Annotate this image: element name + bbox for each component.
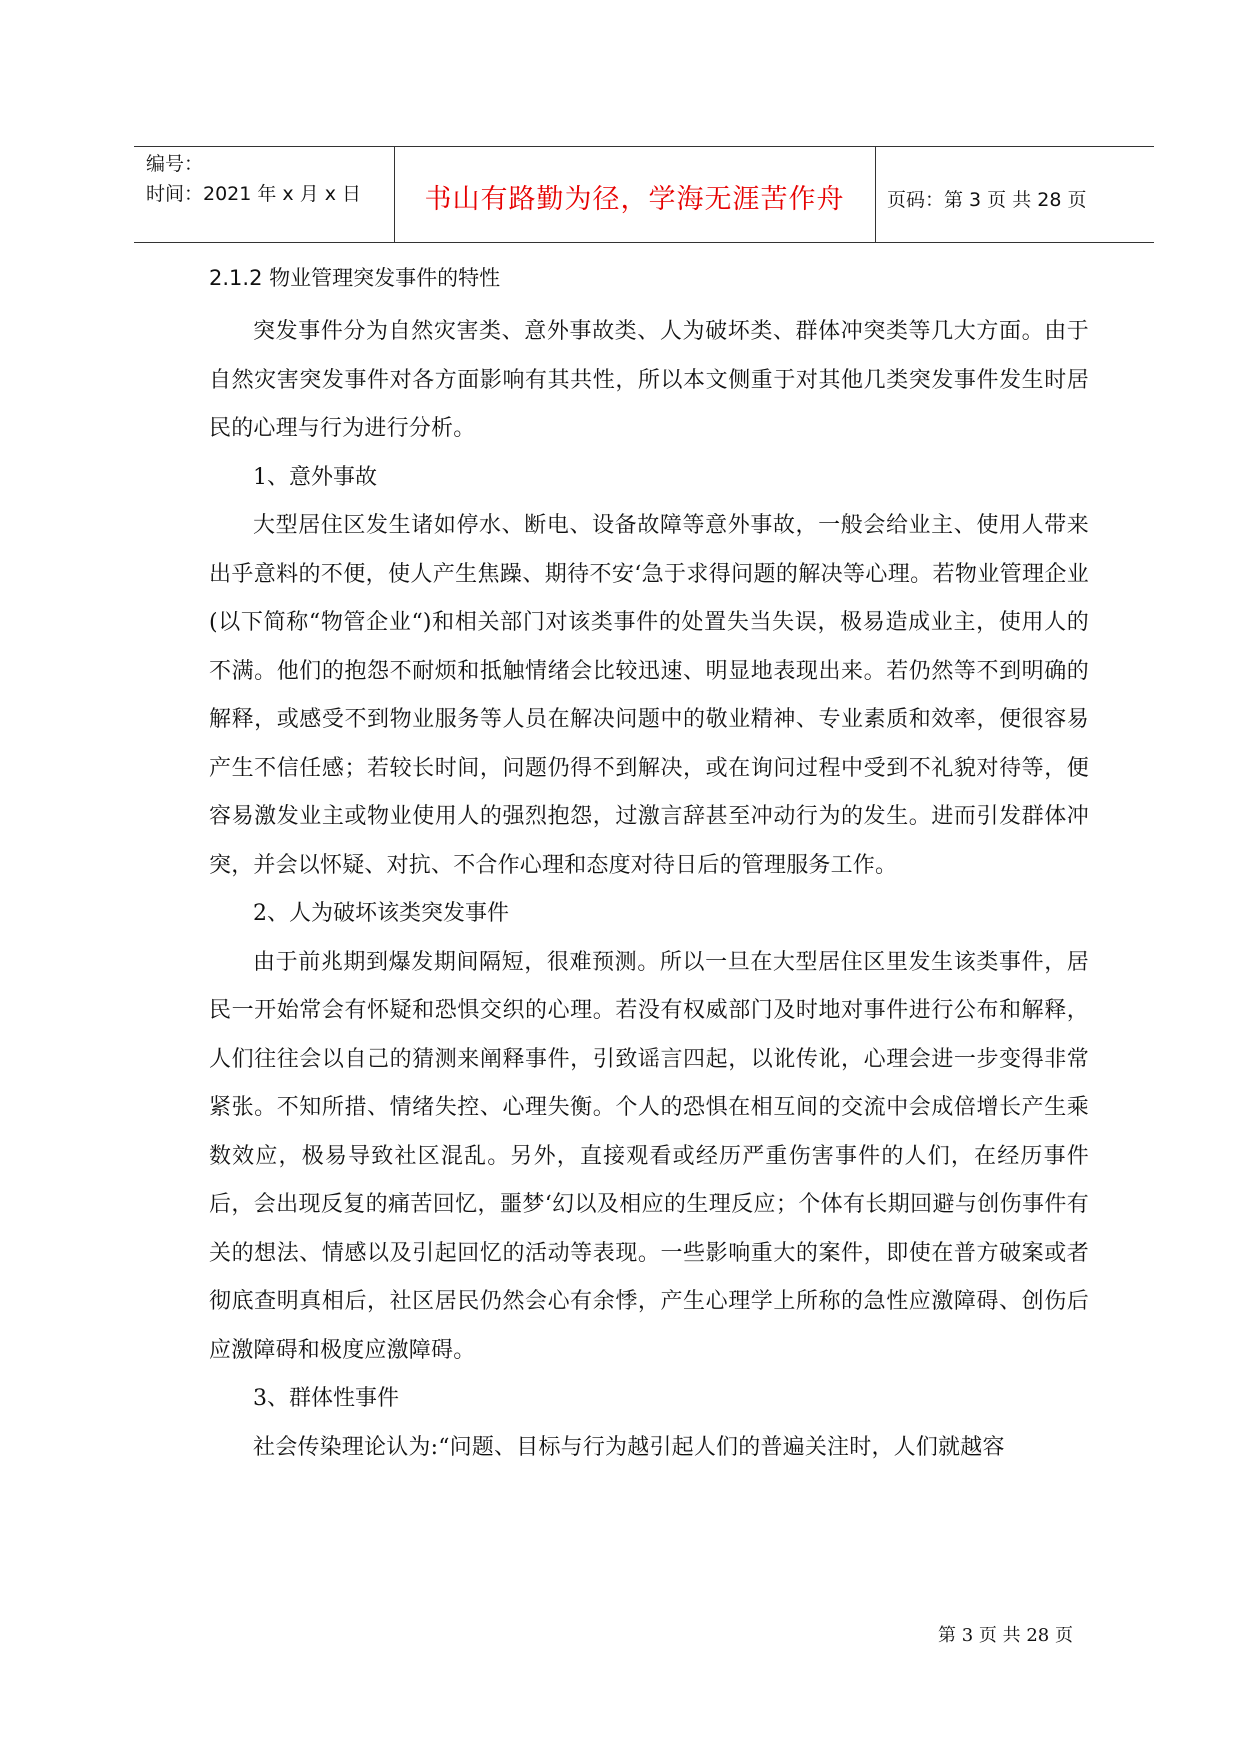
header-left-cell xyxy=(134,147,395,242)
header-page-info: 页码：第 3 页 共 28 页 xyxy=(887,189,1087,211)
item3-heading: 3、群体性事件 xyxy=(253,1386,399,1411)
header-motto-cell xyxy=(394,147,876,242)
section-title: 2.1.2 物业管理突发事件的特性 xyxy=(209,266,501,290)
intro-paragraph: 突发事件分为自然灾害类、意外事故类、人为破坏类、群体冲突类等几大方面。由于自然灾害突发事件对各方面影响有其共性，所以本文侧重于对其他几类突发事件发生时居民的心理与行为进行分析。 xyxy=(209,319,1089,441)
item3-paragraph: 社会传染理论认为:“问题、目标与行为越引起人们的普遍关注时，人们就越容 xyxy=(253,1434,1005,1460)
header-page-cell xyxy=(875,147,1154,242)
header-number-label: 编号： xyxy=(146,153,204,175)
page-footer: 第 3 页 共 28 页 xyxy=(938,1625,1073,1646)
document-body xyxy=(209,258,1089,1472)
document-header xyxy=(134,146,1154,243)
item1-heading: 1、意外事故 xyxy=(253,464,377,490)
item1-paragraph: 大型居住区发生诸如停水、断电、设备故障等意外事故，一般会给业主、使用人带来出乎意料的不便，使人产生焦躁、期待不安‘急于求得问题的解决等心理。若物业管理企业(以下简称“物管企业“)和相关部门对该类事件的处置失当失误，极易造成业主，使用人的不满。他们的抱怨不耐烦和抵触情绪会比较迅速、明显地表现出来。若仍然等不到明确的解释，或感受不到物业服务等人员在解决问题中的敬业精神、专业素质和效率，便很容易产生不信任感；若较长时间，问题仍得不到解决，或在询问过程中受到不礼貌对待等，便容易激发业主或物业使用人的强烈抱怨，过激言辞甚至冲动行为的发生。进而引发群体冲突，并会以怀疑、对抗、不合作心理和态度对待日后的管理服务工作。 xyxy=(209,513,1089,878)
header-motto: 书山有路勤为径，学海无涯苦作舟 xyxy=(424,184,845,215)
item2-heading: 2、人为破坏该类突发事件 xyxy=(253,901,509,926)
item2-paragraph: 由于前兆期到爆发期间隔短，很难预测。所以一旦在大型居住区里发生该类事件，居民一开始常会有怀疑和恐惧交织的心理。若没有权威部门及时地对事件进行公布和解释，人们往往会以自己的猜测来阐释事件，引致谣言四起，以讹传讹，心理会进一步变得非常紧张。不知所措、情绪失控、心理失衡。个人的恐惧在相互间的交流中会成倍增长产生乘数效应，极易导致社区混乱。另外，直接观看或经历严重伤害事件的人们，在经历事件后，会出现反复的痛苦回忆，噩梦‘幻以及相应的生理反应；个体有长期回避与创伤事件有关的想法、情感以及引起回忆的活动等表现。一些影响重大的案件，即使在普方破案或者彻底查明真相后，社区居民仍然会心有余悸，产生心理学上所称的急性应激障碍、创伤后应激障碍和极度应激障碍。 xyxy=(209,949,1089,1363)
header-time-label: 时间：2021 年 x 月 x 日 xyxy=(146,183,362,205)
